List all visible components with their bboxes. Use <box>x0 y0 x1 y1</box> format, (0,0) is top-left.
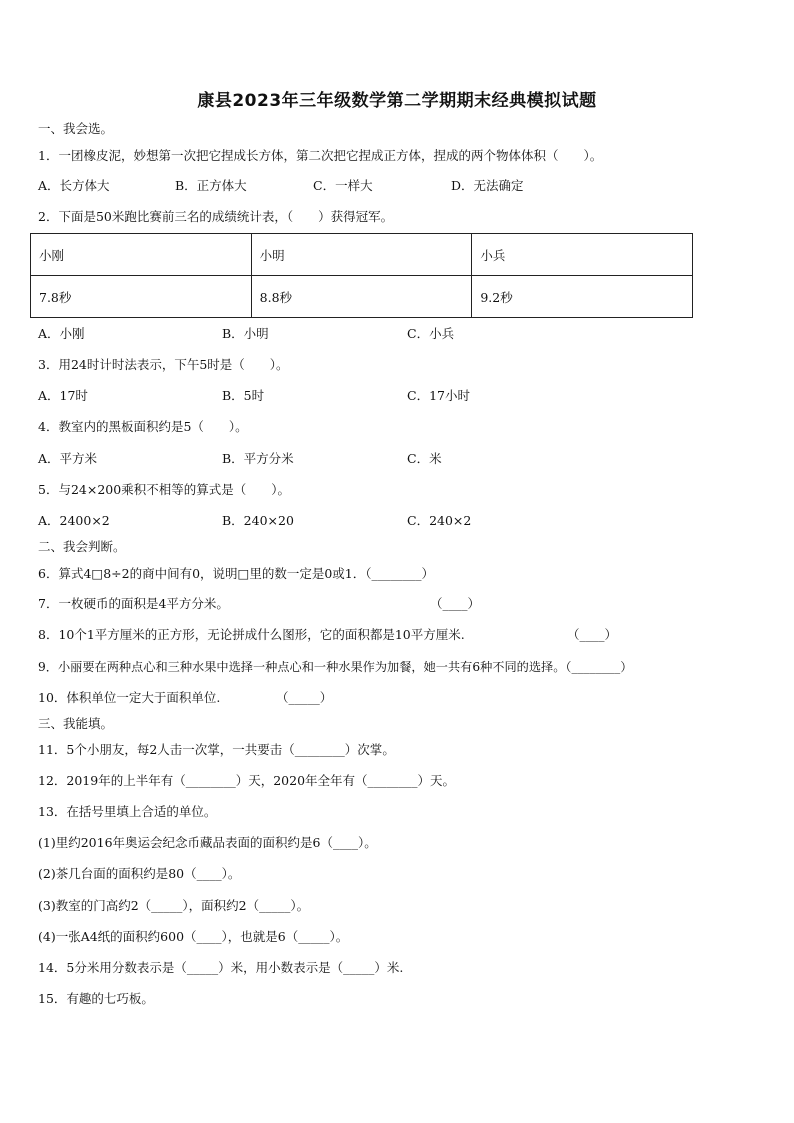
question-5: 5．与24×200乘积不相等的算式是（ ）。 <box>38 482 290 497</box>
section-heading-judge: 二、我会判断。 <box>38 539 126 554</box>
question-10: 10．体积单位一定大于面积单位. <box>38 690 221 705</box>
question-13-part-3: (3)教室的门高约2（_____），面积约2（_____）。 <box>38 898 310 913</box>
table-cell-name: 小明 <box>251 234 472 276</box>
question-2: 2．下面是50米跑比赛前三名的成绩统计表，（ ）获得冠军。 <box>38 209 394 224</box>
question-14: 14．5分米用分数表示是（_____）米，用小数表示是（_____）米. <box>38 960 404 975</box>
question-7: 7．一枚硬币的面积是4平方分米。 <box>38 596 229 611</box>
q10-answer-blank: （_____） <box>276 690 333 705</box>
question-13-part-1: (1)里约2016年奥运会纪念币藏品表面的面积约是6（____）。 <box>38 835 377 850</box>
section-heading-choose: 一、我会选。 <box>38 121 114 136</box>
question-4: 4．教室内的黑板面积约是5（ ）。 <box>38 419 248 434</box>
table-cell-time: 9.2秒 <box>472 276 693 318</box>
q3-option-a: A．17时 <box>38 388 88 403</box>
q3-option-c: C．17小时 <box>407 388 470 403</box>
q5-option-c: C．240×2 <box>407 513 472 528</box>
q1-option-d: D．无法确定 <box>451 178 524 193</box>
q4-option-c: C．米 <box>407 451 442 466</box>
q1-option-c: C．一样大 <box>313 178 373 193</box>
q4-option-b: B．平方分米 <box>222 451 294 466</box>
table-cell-time: 7.8秒 <box>31 276 252 318</box>
question-13: 13．在括号里填上合适的单位。 <box>38 804 217 819</box>
section-heading-fill: 三、我能填。 <box>38 716 114 731</box>
question-1: 1．一团橡皮泥，妙想第一次把它捏成长方体，第二次把它捏成正方体，捏成的两个物体体积（ ）。 <box>38 148 603 163</box>
q2-option-a: A．小刚 <box>38 326 85 341</box>
q7-answer-blank: （____） <box>430 596 481 611</box>
q1-option-a: A．长方体大 <box>38 178 110 193</box>
q1-option-b: B．正方体大 <box>175 178 247 193</box>
table-cell-name: 小刚 <box>31 234 252 276</box>
question-8: 8．10个1平方厘米的正方形，无论拼成什么图形，它的面积都是10平方厘米. <box>38 627 465 642</box>
table-row <box>31 276 693 318</box>
question-15: 15．有趣的七巧板。 <box>38 991 154 1006</box>
q8-answer-blank: （____） <box>567 627 618 642</box>
q2-option-b: B．小明 <box>222 326 269 341</box>
table-row <box>31 234 693 276</box>
q5-option-b: B．240×20 <box>222 513 294 528</box>
question-13-part-2: (2)茶几台面的面积约是80（____）。 <box>38 866 241 881</box>
results-table <box>30 233 693 318</box>
page-title: 康县2023年三年级数学第二学期期末经典模拟试题 <box>197 91 597 111</box>
table-cell-time: 8.8秒 <box>251 276 472 318</box>
q2-option-c: C．小兵 <box>407 326 455 341</box>
question-6: 6．算式4□8÷2的商中间有0，说明□里的数一定是0或1．（________） <box>38 566 435 581</box>
table-cell-name: 小兵 <box>472 234 693 276</box>
q3-option-b: B．5时 <box>222 388 265 403</box>
question-9: 9．小丽要在两种点心和三种水果中选择一种点心和一种水果作为加餐，她一共有6种不同的选择。（________） <box>38 660 633 674</box>
q4-option-a: A．平方米 <box>38 451 98 466</box>
question-12: 12．2019年的上半年有（________）天，2020年全年有（________）天。 <box>38 773 456 788</box>
question-11: 11．5个小朋友，每2人击一次掌，一共要击（________）次掌。 <box>38 742 395 757</box>
question-13-part-4: (4)一张A4纸的面积约600（____），也就是6（_____）。 <box>38 929 349 944</box>
question-3: 3．用24时计时法表示，下午5时是（ ）。 <box>38 357 289 372</box>
q5-option-a: A．2400×2 <box>38 513 110 528</box>
